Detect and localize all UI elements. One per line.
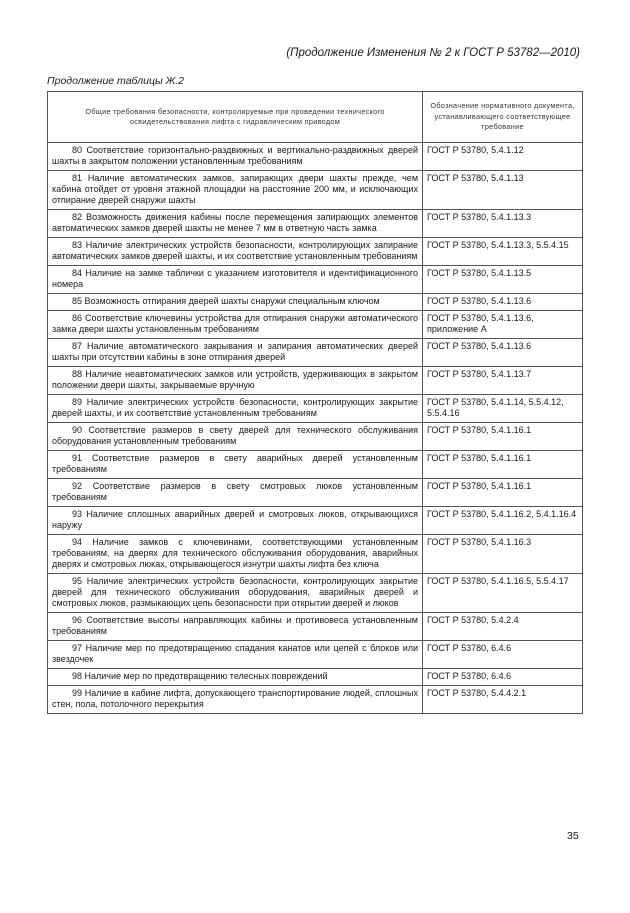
table-row	[48, 238, 583, 266]
table-row	[48, 143, 583, 171]
document-reference-cell: ГОСТ Р 53780, 5.4.2.4	[423, 613, 583, 641]
table-row	[48, 423, 583, 451]
table-row	[48, 507, 583, 535]
table-row	[48, 339, 583, 367]
table-row	[48, 266, 583, 294]
table-row	[48, 574, 583, 613]
requirement-cell: 94 Наличие замков с ключевинами, соответствующими установленным требованиям, на дверях для технического обслуживания оборудования, аварийных дверях и смотровых люках, открывающегося изнутри шахты лифта без ключа	[48, 535, 423, 574]
table-row	[48, 686, 583, 714]
requirement-cell: 90 Соответствие размеров в свету дверей для технического обслуживания оборудования установленным требованиям	[48, 423, 423, 451]
table-row	[48, 641, 583, 669]
document-reference-cell: ГОСТ Р 53780, 5.4.1.13.6	[423, 294, 583, 311]
document-reference-cell: ГОСТ Р 53780, 6.4.6	[423, 641, 583, 669]
document-reference-cell: ГОСТ Р 53780, 5.4.4.2.1	[423, 686, 583, 714]
document-reference-cell: ГОСТ Р 53780, 5.4.1.16.5, 5.5.4.17	[423, 574, 583, 613]
document-reference-cell: ГОСТ Р 53780, 5.4.1.16.3	[423, 535, 583, 574]
requirement-cell: 95 Наличие электрических устройств безопасности, контролирующих закрытие дверей для технического обслуживания оборудования, аварийных дверей и смотровых люков, размыкающих цепь безопасности при открытии дверей и люков	[48, 574, 423, 613]
table-header-row	[48, 92, 583, 143]
table-row	[48, 311, 583, 339]
requirement-cell: 97 Наличие мер по предотвращению спадания канатов или цепей с блоков или звездочек	[48, 641, 423, 669]
requirement-cell: 85 Возможность отпирания дверей шахты снаружи специальным ключом	[48, 294, 423, 311]
table-row	[48, 479, 583, 507]
document-reference-cell: ГОСТ Р 53780, 5.4.1.13.3, 5.5.4.15	[423, 238, 583, 266]
requirement-cell: 83 Наличие электрических устройств безопасности, контролирующих запирание автоматических замков дверей шахты, и их соответствие установленным требованиям	[48, 238, 423, 266]
document-reference-cell: ГОСТ Р 53780, 5.4.1.13.3	[423, 210, 583, 238]
document-reference-cell: ГОСТ Р 53780, 5.4.1.13.6, приложение А	[423, 311, 583, 339]
page-header: (Продолжение Изменения № 2 к ГОСТ Р 53782—2010)	[286, 47, 580, 59]
table-row	[48, 210, 583, 238]
table-row	[48, 367, 583, 395]
document-reference-cell: ГОСТ Р 53780, 5.4.1.12	[423, 143, 583, 171]
table-row	[48, 451, 583, 479]
requirement-cell: 88 Наличие неавтоматических замков или устройств, удерживающих в закрытом положении двери шахты, закрываемые вручную	[48, 367, 423, 395]
requirement-cell: 99 Наличие в кабине лифта, допускающего транспортирование людей, сплошных стен, пола, потолочного перекрытия	[48, 686, 423, 714]
document-reference-cell: ГОСТ Р 53780, 5.4.1.14, 5.5.4.12, 5.5.4.16	[423, 395, 583, 423]
table-row	[48, 294, 583, 311]
requirement-cell: 96 Соответствие высоты направляющих кабины и противовеса установленным требованиям	[48, 613, 423, 641]
table-row	[48, 669, 583, 686]
document-reference-cell: ГОСТ Р 53780, 6.4.6	[423, 669, 583, 686]
page-number: 35	[567, 830, 579, 842]
table-caption: Продолжение таблицы Ж.2	[47, 75, 184, 87]
document-reference-cell: ГОСТ Р 53780, 5.4.1.13.7	[423, 367, 583, 395]
document-reference-cell: ГОСТ Р 53780, 5.4.1.16.2, 5.4.1.16.4	[423, 507, 583, 535]
document-reference-cell: ГОСТ Р 53780, 5.4.1.16.1	[423, 423, 583, 451]
requirements-table	[47, 91, 583, 714]
requirement-cell: 89 Наличие электрических устройств безопасности, контролирующих закрытие дверей шахты, и их соответствие установленным требованиям	[48, 395, 423, 423]
requirement-cell: 92 Соответствие размеров в свету смотровых люков установленным требованиям	[48, 479, 423, 507]
requirement-cell: 86 Соответствие ключевины устройства для отпирания снаружи автоматического замка двери шахты установленным требованиям	[48, 311, 423, 339]
table-body	[48, 143, 583, 714]
document-reference-cell: ГОСТ Р 53780, 5.4.1.13.5	[423, 266, 583, 294]
document-reference-cell: ГОСТ Р 53780, 5.4.1.13	[423, 171, 583, 210]
requirement-cell: 84 Наличие на замке таблички с указанием изготовителя и идентификационного номера	[48, 266, 423, 294]
requirement-cell: 91 Соответствие размеров в свету аварийных дверей установленным требованиям	[48, 451, 423, 479]
table-row	[48, 535, 583, 574]
requirement-cell: 82 Возможность движения кабины после перемещения запирающих элементов автоматических замков дверей шахты не менее 7 мм в ответную часть замка	[48, 210, 423, 238]
column-header-document: Обозначение нормативного документа, устанавливающего соответствующее требование	[423, 92, 583, 143]
table-row	[48, 613, 583, 641]
table-row	[48, 171, 583, 210]
requirement-cell: 98 Наличие мер по предотвращению телесных повреждений	[48, 669, 423, 686]
document-reference-cell: ГОСТ Р 53780, 5.4.1.16.1	[423, 451, 583, 479]
requirement-cell: 80 Соответствие горизонтально-раздвижных и вертикально-раздвижных дверей шахты в закрытом положении установленным требованиям	[48, 143, 423, 171]
requirement-cell: 87 Наличие автоматического закрывания и запирания автоматических дверей шахты при отсутствии кабины в зоне отпирания дверей	[48, 339, 423, 367]
document-reference-cell: ГОСТ Р 53780, 5.4.1.13.6	[423, 339, 583, 367]
column-header-requirements: Общие требования безопасности, контролируемые при проведении технического освидетельствования лифта с гидравлическим приводом	[48, 92, 423, 143]
requirement-cell: 93 Наличие сплошных аварийных дверей и смотровых люков, открывающихся наружу	[48, 507, 423, 535]
table-row	[48, 395, 583, 423]
requirement-cell: 81 Наличие автоматических замков, запирающих двери шахты прежде, чем кабина отойдет от уровня этажной площадки на расстояние 200 мм, и исключающих отпирание дверей снаружи шахты	[48, 171, 423, 210]
document-reference-cell: ГОСТ Р 53780, 5.4.1.16.1	[423, 479, 583, 507]
